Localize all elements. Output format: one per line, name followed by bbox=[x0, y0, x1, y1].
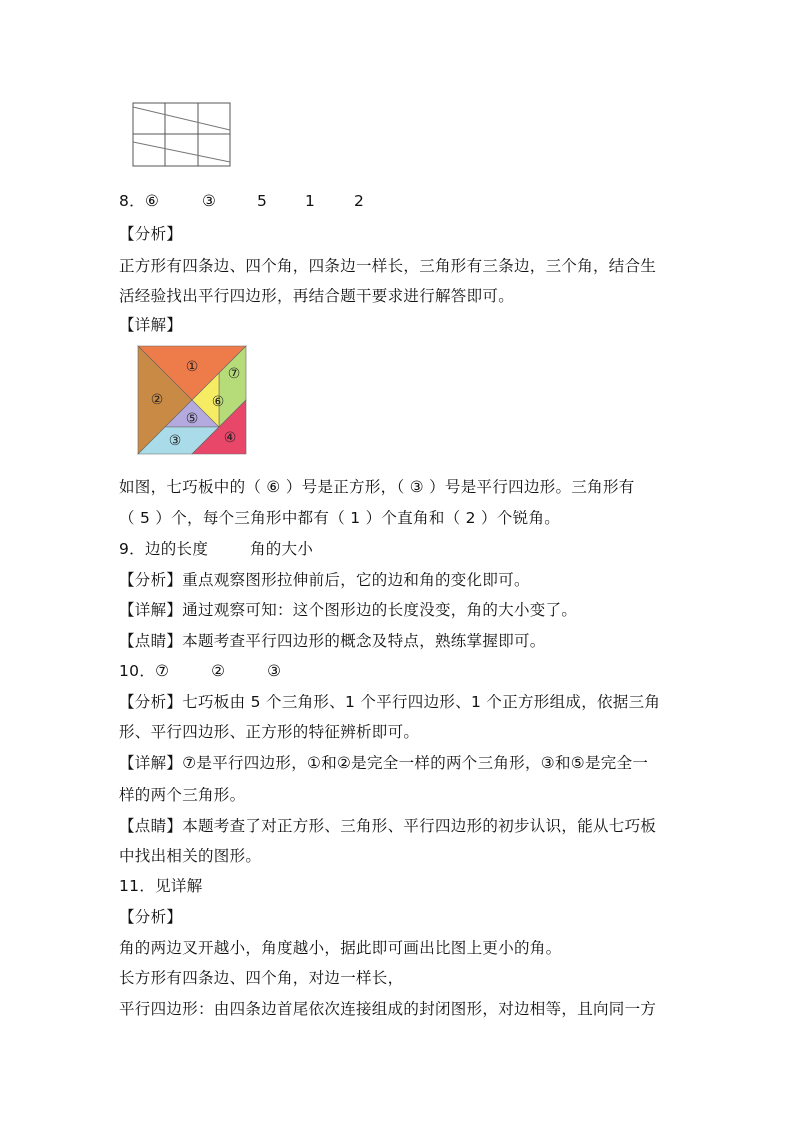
q9-title: 9．边的长度 角的大小 bbox=[119, 540, 314, 558]
tangram-label-5: ⑤ bbox=[185, 411, 199, 427]
q9-analysis: 【分析】重点观察图形拉伸前后，它的边和角的变化即可。 bbox=[119, 571, 530, 589]
grid-figure bbox=[132, 102, 232, 168]
tangram-label-2: ② bbox=[150, 392, 164, 408]
q11-title: 11．见详解 bbox=[119, 877, 203, 895]
q10-detail-line-2: 样的两个三角形。 bbox=[119, 786, 246, 804]
q11-line-3: 平行四边形：由四条边首尾依次连接组成的封闭图形，对边相等，且向同一方 bbox=[119, 1000, 657, 1018]
q9-detail: 【详解】通过观察可知：这个图形边的长度没变，角的大小变了。 bbox=[119, 601, 578, 619]
q8-detail-label: 【详解】 bbox=[119, 316, 183, 334]
tangram-label-3: ③ bbox=[168, 433, 182, 449]
q8-analysis-label: 【分析】 bbox=[119, 225, 183, 243]
q9-comment: 【点睛】本题考查平行四边形的概念及特点，熟练掌握即可。 bbox=[119, 632, 546, 650]
q10-comment-line-2: 中找出相关的图形。 bbox=[119, 847, 262, 865]
tangram-label-1: ① bbox=[185, 359, 199, 375]
q10-comment-line-1: 【点睛】本题考查了对正方形、三角形、平行四边形的初步认识，能从七巧板 bbox=[119, 817, 657, 835]
tangram-label-7: ⑦ bbox=[227, 366, 241, 382]
q11-line-1: 角的两边叉开越小，角度越小，据此即可画出比图上更小的角。 bbox=[119, 939, 562, 957]
q11-analysis-label: 【分析】 bbox=[119, 908, 183, 926]
tangram-figure bbox=[136, 344, 248, 456]
q8-answer-3: 5 bbox=[257, 192, 267, 210]
q8-title: 8．⑥ bbox=[119, 192, 160, 210]
q8-answer-5: 2 bbox=[354, 192, 364, 210]
q8-analysis-line-1: 正方形有四条边、四个角，四条边一样长，三角形有三条边，三个角，结合生 bbox=[119, 257, 657, 275]
q10-analysis-line-2: 形、平行四边形、正方形的特征辨析即可。 bbox=[119, 723, 420, 741]
tangram-label-4: ④ bbox=[223, 430, 237, 446]
q10-title: 10．⑦ ② ③ bbox=[119, 662, 282, 680]
q8-explain-line-1: 如图，七巧板中的（ ⑥ ）号是正方形，（ ③ ）号是平行四边形。三角形有 bbox=[119, 478, 635, 496]
q10-analysis-line-1: 【分析】七巧板由 5 个三角形、1 个平行四边形、1 个正方形组成，依据三角 bbox=[119, 693, 661, 711]
q8-explain-line-2: （ 5 ）个，每个三角形中都有（ 1 ）个直角和（ 2 ）个锐角。 bbox=[119, 509, 561, 527]
tangram-label-6: ⑥ bbox=[211, 394, 225, 410]
q8-answer-2: ③ bbox=[202, 192, 216, 210]
q8-analysis-line-2: 活经验找出平行四边形，再结合题干要求进行解答即可。 bbox=[119, 287, 515, 305]
q10-detail-line-1: 【详解】⑦是平行四边形，①和②是完全一样的两个三角形，③和⑤是完全一 bbox=[119, 754, 649, 772]
q11-line-2: 长方形有四条边、四个角，对边一样长， bbox=[119, 969, 404, 987]
q8-answer-4: 1 bbox=[305, 192, 315, 210]
